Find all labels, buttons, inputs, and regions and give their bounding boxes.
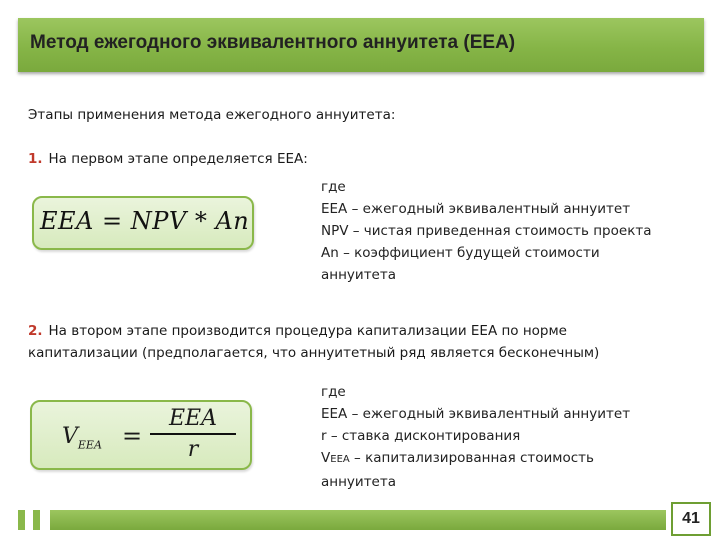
legend-step-1 [321,176,652,286]
formula-veea-lhs: $V_{EEA}$ [62,424,102,452]
legend-line: аннуитета [321,474,396,490]
footer-decoration [18,510,25,530]
formula-box-eea [32,196,254,250]
footer-decoration [33,510,40,530]
slide-title: Метод ежегодного эквивалентного аннуитета (ЕЕА) [30,32,516,53]
page-number: 41 [671,502,711,536]
legend-line: r – ставка дисконтирования [321,428,521,444]
formula-equals: = [122,422,143,450]
title-bar [18,18,704,72]
formula-veea-subscript: EEA [77,438,102,452]
formula-eea: EEA = NPV * An [40,207,250,235]
legend-line: ЕЕА – ежегодный эквивалентный аннуитет [321,406,631,422]
formula-fraction [150,406,236,462]
step-1 [28,148,678,170]
fraction-bar [150,433,236,435]
legend-line: An – коэффициент будущей стоимости [321,245,600,261]
legend-line: где [321,179,346,195]
legend-line: NPV – чистая приведенная стоимость проекта [321,223,652,239]
step-2-text: На втором этапе производится процедура капитализации ЕЕА по норме капитализации (предполагается, что аннуитетный ряд является бесконечным) [28,323,600,361]
step-2 [28,320,678,364]
intro-text: Этапы применения метода ежегодного аннуитета: [28,107,396,123]
legend-line: VЕЕА – капитализированная стоимость [321,450,594,466]
legend-line: ЕЕА – ежегодный эквивалентный аннуитет [321,201,631,217]
step-1-number: 1. [28,151,43,167]
legend-line: аннуитета [321,267,396,283]
step-1-text: На первом этапе определяется ЕЕА: [48,151,308,167]
formula-box-veea [30,400,252,470]
formula-denominator: r [187,436,199,462]
footer-bar [50,510,666,530]
formula-numerator: EEA [168,406,217,431]
legend-step-2 [321,381,630,493]
legend-line: где [321,384,346,400]
step-2-number: 2. [28,323,43,339]
